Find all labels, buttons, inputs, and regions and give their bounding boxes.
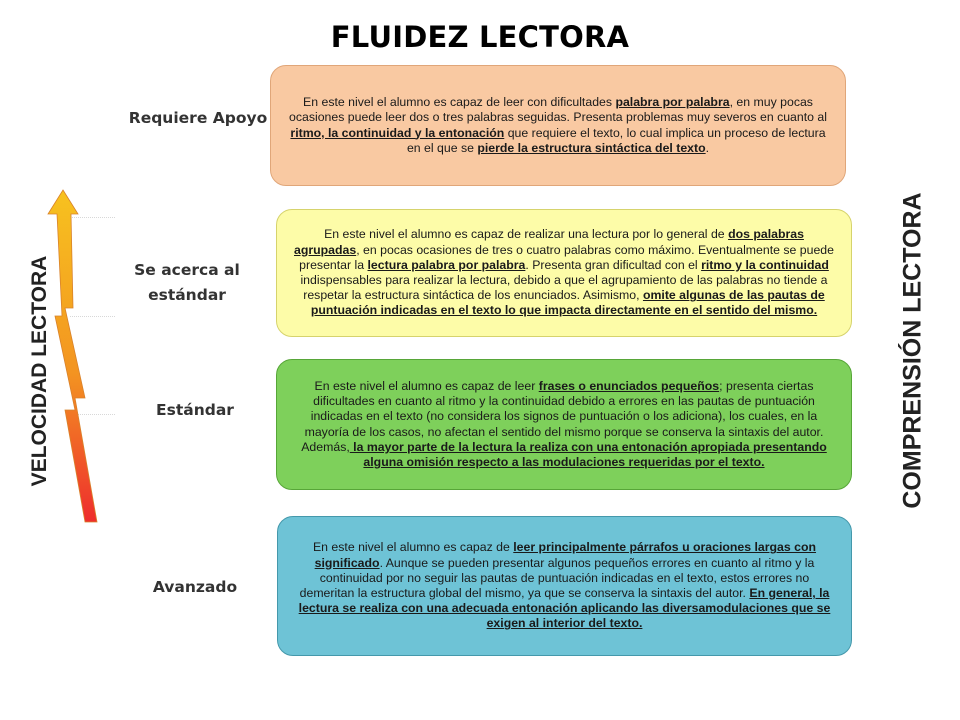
- level-description-se-acerca: [276, 209, 852, 337]
- description-text: indispensables para realizar la lectura, debido a que el agrupamiento de las palabras no tiende a respetar la estructura sintáctica de los enunciados. Asimismo,: [300, 273, 828, 303]
- description-text: , en muy pocas ocasiones puede leer dos o tres palabras seguidas. Presenta problemas muy severos en cuanto al: [289, 95, 827, 125]
- description-text: En este nivel el alumno es capaz de realizar una lectura por lo general de: [324, 227, 729, 242]
- left-axis-label: VELOCIDAD LECTORA: [28, 255, 51, 487]
- description-text: . Presenta gran dificultad con el: [525, 257, 702, 272]
- level-description-avanzado: [277, 516, 852, 656]
- description-text: .: [705, 140, 710, 155]
- description-text: En este nivel el alumno es capaz de leer con dificultades: [303, 95, 616, 110]
- level-label-requiere-apoyo: Requiere Apoyo: [128, 109, 268, 127]
- level-label-estandar: Estándar: [156, 401, 234, 419]
- description-text: . Aunque se pueden presentar algunos pequeños errores en cuanto al ritmo y la continuidad por no seguir las pautas de puntuación indicadas en el texto, estos errores no demeritan la estructura global del mismo, ya que se conserva la sintaxis del autor.: [299, 555, 815, 600]
- level-description-requiere-apoyo: [270, 65, 846, 186]
- description-text: En este nivel el alumno es capaz de leer: [314, 378, 539, 393]
- right-axis-label: COMPRENSIÓN LECTORA: [898, 192, 927, 509]
- level-description-estandar: [276, 359, 852, 490]
- emphasis-text: ritmo, la continuidad y la entonación: [290, 125, 505, 140]
- emphasis-text: ritmo y la continuidad: [701, 257, 829, 272]
- description-text: , en pocas ocasiones de tres o cuatro palabras como máximo. Eventualmente se puede presentar la: [299, 242, 834, 272]
- description-text: ; presenta ciertas dificultades en cuanto al ritmo y la continuidad debido a errores en las pautas de puntuación indicadas en el texto (no considera los signos de puntuación o los adiciona), los cuales, en la mayoría de los casos, no afectan el sentido del mismo porque se conserva la sintaxis del autor. Además,: [301, 378, 824, 454]
- speed-arrow-icon: [45, 188, 105, 528]
- description-text: que requiere el texto, lo cual implica un proceso de lectura en el que se: [406, 125, 826, 155]
- emphasis-text: la mayor parte de la lectura la realiza con una entonación apropiada presentando alguna omisión respecto a las modulaciones requeridas por el texto.: [349, 439, 827, 469]
- emphasis-text: pierde la estructura sintáctica del texto: [477, 140, 706, 155]
- level-label-se-acerca: Se acerca al estándar: [134, 261, 240, 304]
- emphasis-text: dos palabras agrupadas: [294, 227, 804, 257]
- emphasis-text: frases o enunciados pequeños: [538, 378, 720, 393]
- level-label-avanzado: Avanzado: [152, 578, 238, 596]
- emphasis-text: En general, la lectura se realiza con una adecuada entonación aplicando las diversamodulaciones que se exigen al interior del texto.: [298, 586, 831, 631]
- description-text: En este nivel el alumno es capaz de: [312, 540, 514, 555]
- emphasis-text: omite algunas de las pautas de puntuación indicadas en el texto lo que impacta directamente en el sentido del mismo.: [310, 288, 825, 318]
- page-title: FLUIDEZ LECTORA: [330, 20, 630, 54]
- emphasis-text: leer principalmente párrafos u oraciones largas con significado: [314, 540, 817, 570]
- emphasis-text: palabra por palabra: [615, 95, 730, 110]
- emphasis-text: lectura palabra por palabra: [367, 257, 526, 272]
